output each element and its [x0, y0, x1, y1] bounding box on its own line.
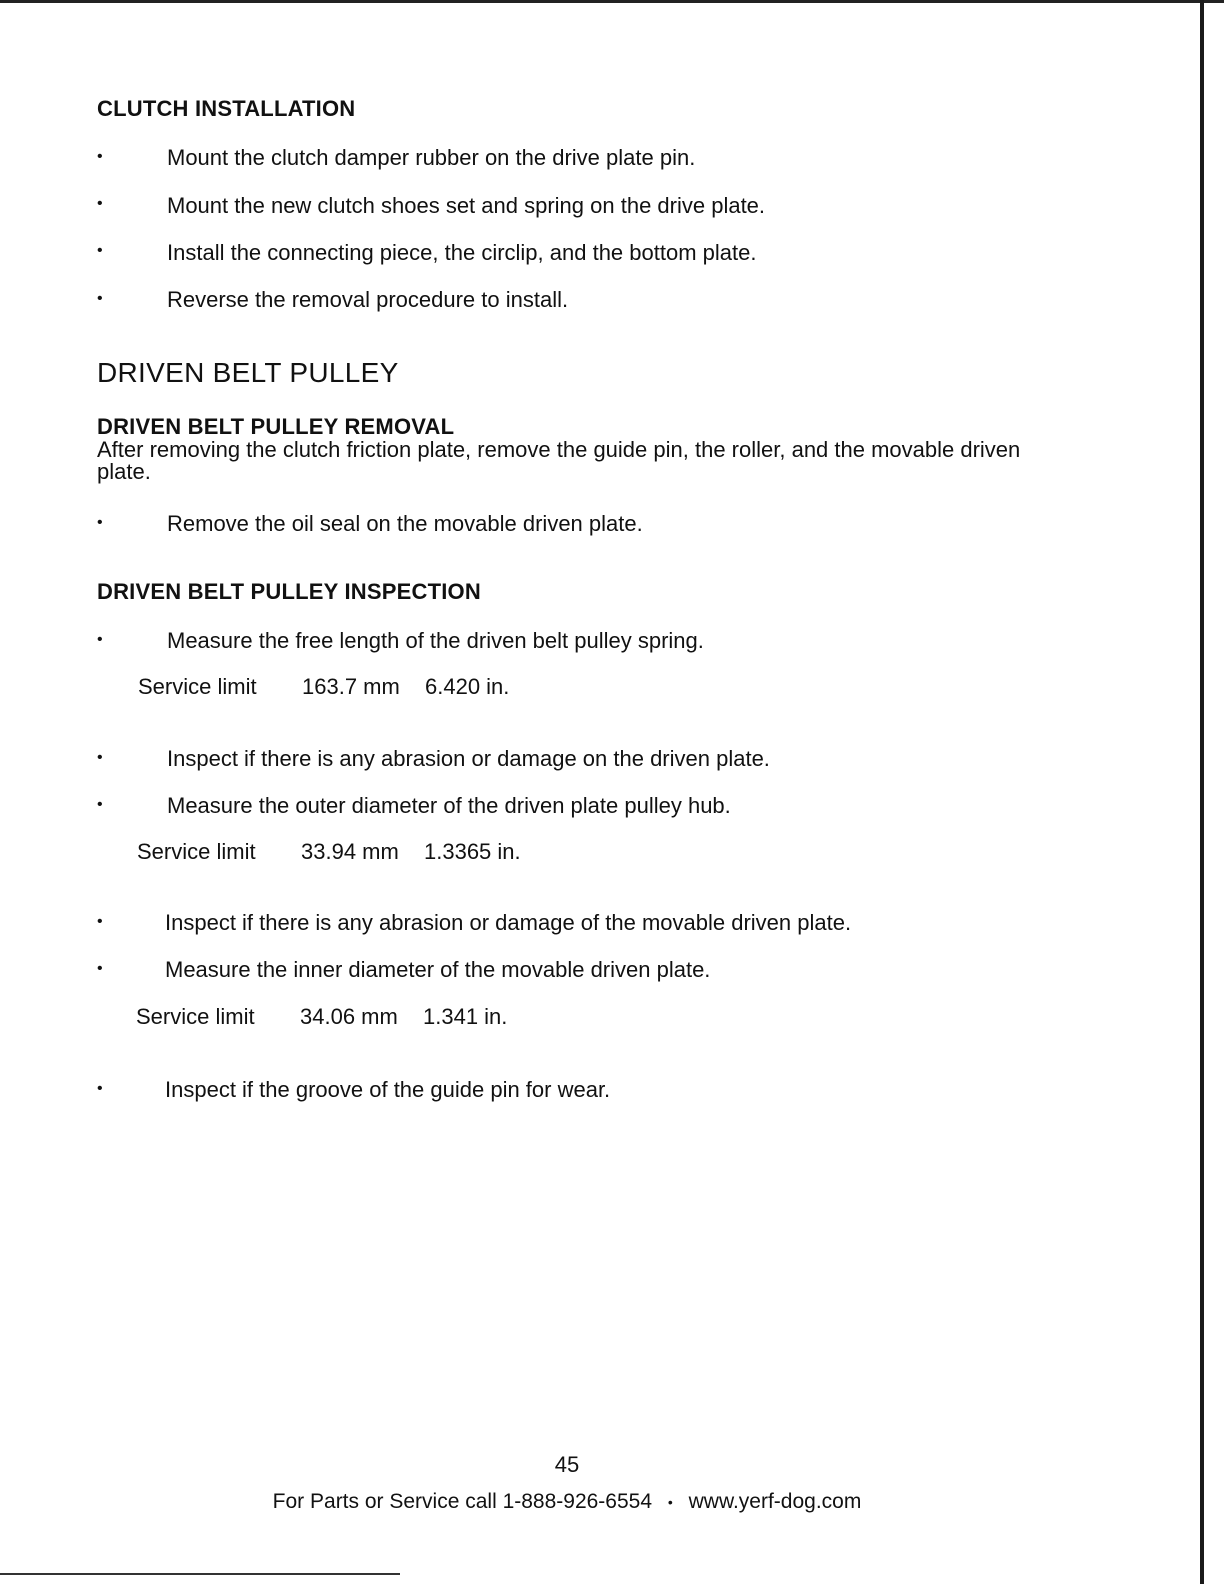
spec-label: Service limit: [136, 1004, 255, 1029]
inspection-item: Inspect if the groove of the guide pin for wear.: [165, 1077, 611, 1102]
spec-label: Service limit: [137, 839, 256, 864]
page-right-edge: [1200, 0, 1204, 1584]
footer: [0, 1490, 1134, 1514]
footer-website-link: www.yerf-dog.com: [688, 1490, 862, 1513]
page-number: 45: [554, 1452, 580, 1477]
bullet-icon: •: [97, 242, 103, 259]
inspection-heading: DRIVEN BELT PULLEY INSPECTION: [97, 579, 481, 604]
inspection-item: Measure the inner diameter of the movable driven plate.: [165, 957, 711, 982]
bullet-icon: •: [97, 796, 103, 813]
driven-belt-pulley-heading: DRIVEN BELT PULLEY: [97, 357, 399, 388]
page-top-edge: [0, 0, 1224, 3]
spec-imperial-value: 1.341 in.: [423, 1004, 508, 1029]
spec-imperial-value: 1.3365 in.: [424, 839, 521, 864]
bullet-icon: •: [97, 749, 103, 766]
inspection-item: Inspect if there is any abrasion or damage of the movable driven plate.: [165, 910, 852, 935]
spec-metric-value: 33.94 mm: [301, 839, 399, 864]
spec-label: Service limit: [138, 674, 257, 699]
removal-paragraph: After removing the clutch friction plate, remove the guide pin, the roller, and the movable driven plate.: [97, 437, 1021, 484]
spec-imperial-value: 6.420 in.: [425, 674, 510, 699]
inspection-item: Inspect if there is any abrasion or damage on the driven plate.: [167, 746, 770, 771]
inspection-item: Measure the free length of the driven belt pulley spring.: [167, 628, 704, 653]
footer-contact-text: For Parts or Service call 1-888-926-6554: [272, 1490, 653, 1513]
removal-item: Remove the oil seal on the movable driven plate.: [167, 511, 643, 536]
clutch-installation-item: Reverse the removal procedure to install.: [167, 287, 569, 312]
bullet-icon: •: [97, 290, 103, 307]
clutch-installation-item: Mount the new clutch shoes set and spring on the drive plate.: [167, 193, 766, 218]
spec-metric-value: 34.06 mm: [300, 1004, 398, 1029]
removal-heading: DRIVEN BELT PULLEY REMOVAL: [97, 414, 455, 439]
inspection-item: Measure the outer diameter of the driven plate pulley hub.: [167, 793, 731, 818]
bullet-icon: •: [97, 1080, 103, 1097]
page-bottom-edge: [0, 1573, 400, 1575]
bullet-icon: •: [97, 148, 103, 165]
footer-separator: •: [667, 1494, 673, 1511]
bullet-icon: •: [97, 913, 103, 930]
bullet-icon: •: [97, 631, 103, 648]
bullet-icon: •: [97, 960, 103, 977]
spec-metric-value: 163.7 mm: [302, 674, 400, 699]
bullet-icon: •: [97, 195, 103, 212]
clutch-installation-item: Install the connecting piece, the circlip, and the bottom plate.: [167, 240, 757, 265]
clutch-installation-heading: CLUTCH INSTALLATION: [97, 96, 356, 121]
clutch-installation-item: Mount the clutch damper rubber on the drive plate pin.: [167, 145, 696, 170]
bullet-icon: •: [97, 514, 103, 531]
